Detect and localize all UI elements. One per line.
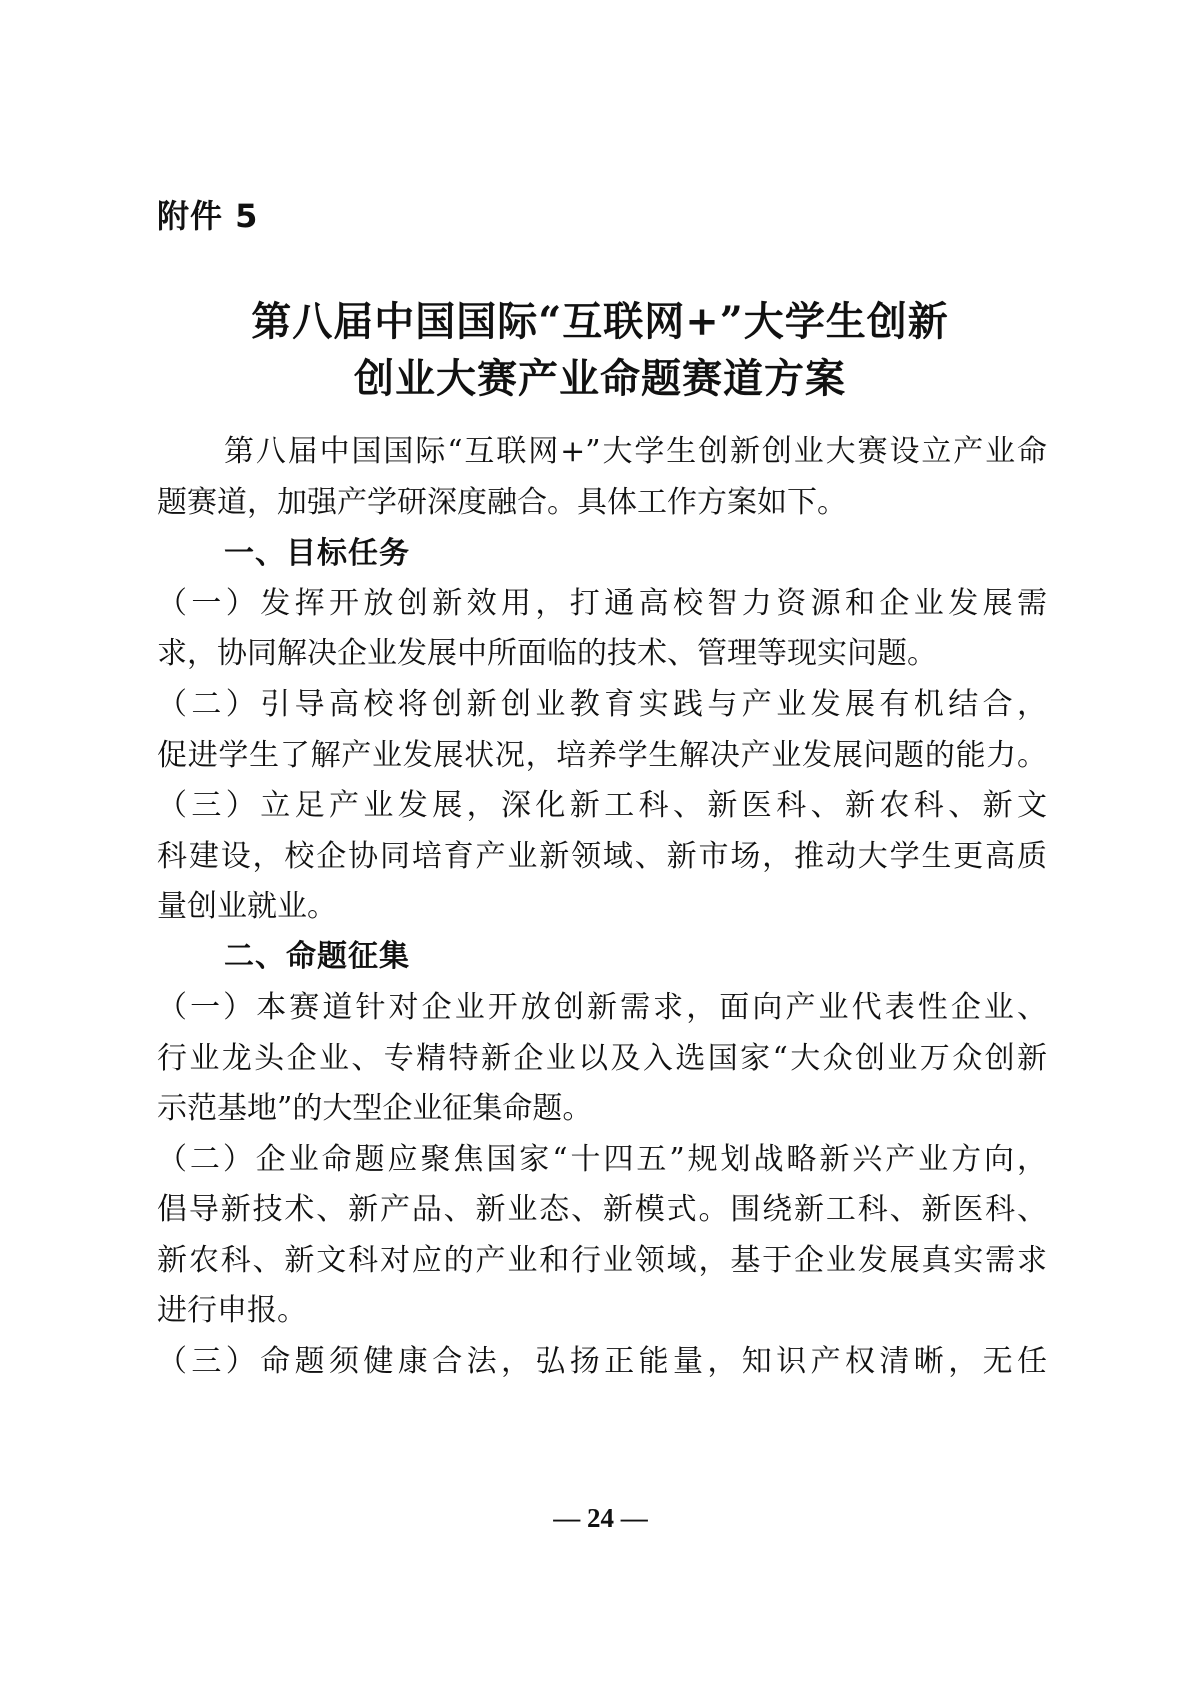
body-line: （三）立足产业发展，深化新工科、新医科、新农科、新文 xyxy=(157,788,1047,823)
document-title-line-2: 创业大赛产业命题赛道方案 xyxy=(354,355,846,402)
section-heading: 二、命题征集 xyxy=(224,939,410,974)
body-line: （二）引导高校将创新创业教育实践与产业发展有机结合， xyxy=(157,687,1047,722)
body-line: 科建设，校企协同培育产业新领域、新市场，推动大学生更高质 xyxy=(157,839,1047,874)
attachment-label: 附件 5 xyxy=(157,197,259,235)
body-line: 行业龙头企业、专精特新企业以及入选国家“大众创业万众创新 xyxy=(157,1041,1047,1076)
body-line: （一）发挥开放创新效用，打通高校智力资源和企业发展需 xyxy=(157,586,1047,621)
document-title-line-1: 第八届中国国际“互联网+”大学生创新 xyxy=(251,298,949,345)
body-line: 进行申报。 xyxy=(157,1293,307,1328)
body-line: （二）企业命题应聚焦国家“十四五”规划战略新兴产业方向， xyxy=(157,1142,1047,1177)
body-line: 示范基地”的大型企业征集命题。 xyxy=(157,1091,593,1126)
body-line: 求，协同解决企业发展中所面临的技术、管理等现实问题。 xyxy=(157,636,937,671)
body-line: 量创业就业。 xyxy=(157,889,337,924)
body-line: 新农科、新文科对应的产业和行业领域，基于企业发展真实需求 xyxy=(157,1243,1047,1278)
body-line: 第八届中国国际“互联网+”大学生创新创业大赛设立产业命 xyxy=(224,434,1047,469)
section-heading: 一、目标任务 xyxy=(224,536,410,571)
body-line: 倡导新技术、新产品、新业态、新模式。围绕新工科、新医科、 xyxy=(157,1192,1047,1227)
body-line: 促进学生了解产业发展状况，培养学生解决产业发展问题的能力。 xyxy=(157,738,1047,773)
body-line: （一）本赛道针对企业开放创新需求，面向产业代表性企业、 xyxy=(157,990,1047,1025)
body-line: （三）命题须健康合法，弘扬正能量，知识产权清晰，无任 xyxy=(157,1344,1047,1379)
page-number: — 24 — xyxy=(553,1503,648,1533)
body-line: 题赛道，加强产学研深度融合。具体工作方案如下。 xyxy=(157,485,847,520)
